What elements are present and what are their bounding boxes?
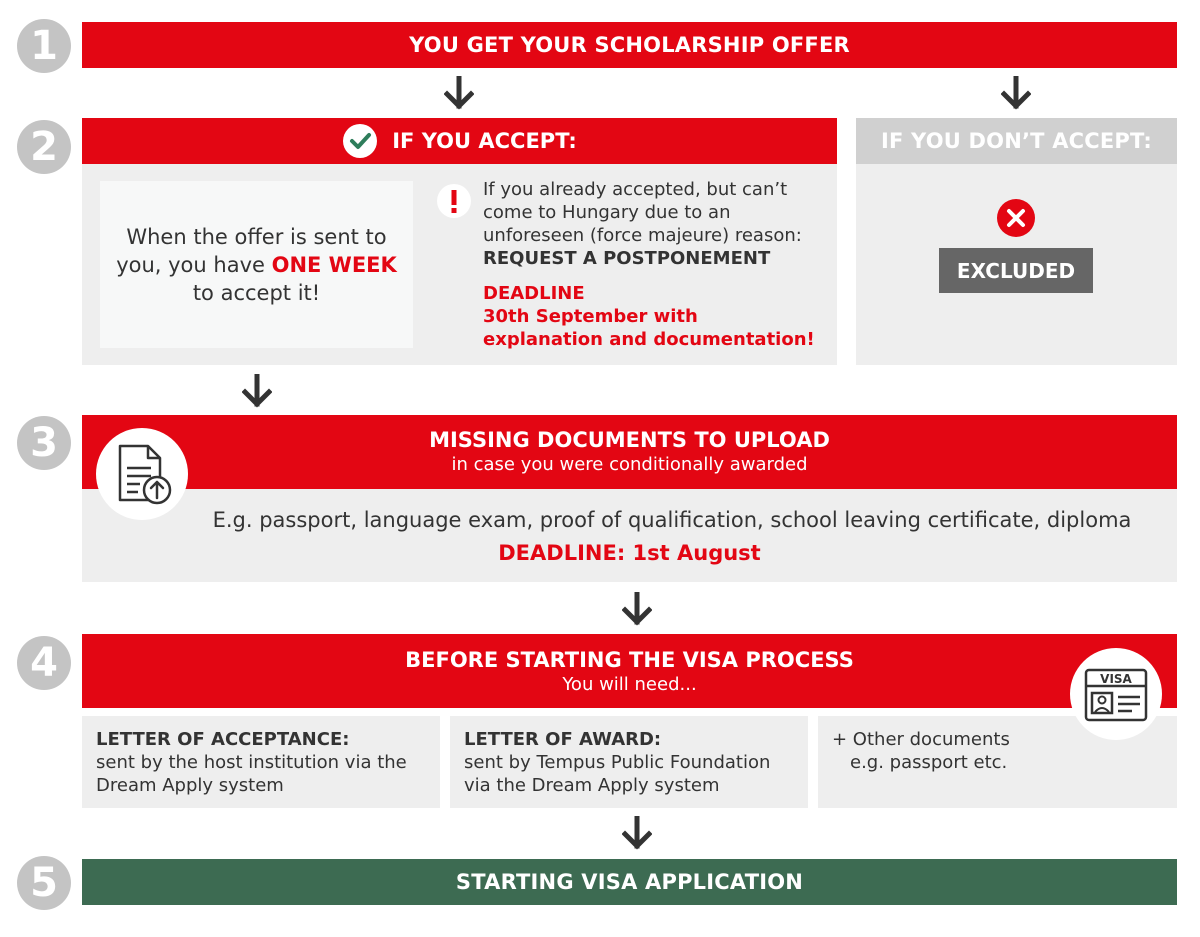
visa-card-icon <box>1070 648 1162 740</box>
step3-title: MISSING DOCUMENTS TO UPLOAD <box>429 428 830 452</box>
step4-header <box>82 634 1177 708</box>
letter-of-award-title: LETTER OF AWARD: <box>464 729 662 750</box>
step3-deadline: DEADLINE: 1st August <box>498 541 761 565</box>
arrow-down-icon <box>444 76 474 110</box>
letter-of-award-box <box>450 716 808 808</box>
step-number-3: 3 <box>17 416 71 470</box>
reject-title: IF YOU DON’T ACCEPT: <box>856 118 1177 164</box>
postponement-deadline-text: 30th September with explanation and documentation! <box>483 306 815 350</box>
one-week-text-end: to accept it! <box>192 280 321 305</box>
step-number-4: 4 <box>17 636 71 690</box>
letter-of-acceptance-text: sent by the host institution via the Dream Apply system <box>96 752 407 796</box>
excluded-badge: EXCLUDED <box>939 248 1093 293</box>
step4-title: BEFORE STARTING THE VISA PROCESS <box>405 648 854 672</box>
step3-subtitle: in case you were conditionally awarded <box>451 454 808 475</box>
arrow-down-icon <box>242 374 272 408</box>
letter-of-acceptance-title: LETTER OF ACCEPTANCE: <box>96 729 350 750</box>
postponement-block <box>483 178 823 351</box>
postponement-action: REQUEST A POSTPONEMENT <box>483 248 771 269</box>
letter-of-award-text: sent by Tempus Public Foundation via the Dream Apply system <box>464 752 771 796</box>
arrow-down-icon <box>1001 76 1031 110</box>
step-number-1: 1 <box>17 19 71 73</box>
step3-panel <box>82 489 1177 582</box>
x-circle-icon <box>996 198 1036 238</box>
accept-title: IF YOU ACCEPT: <box>392 129 577 153</box>
other-documents-line1: + Other documents <box>832 729 1010 750</box>
step-number-5: 5 <box>17 856 71 910</box>
step4-subtitle: You will need... <box>562 674 697 695</box>
other-documents-line2: e.g. passport etc. <box>850 752 1008 773</box>
arrow-down-icon <box>622 816 652 850</box>
step-number-2: 2 <box>17 120 71 174</box>
letter-of-acceptance-box <box>82 716 440 808</box>
step1-title: YOU GET YOUR SCHOLARSHIP OFFER <box>82 22 1177 68</box>
accept-header <box>82 118 837 164</box>
postponement-text: If you already accepted, but can’t come to Hungary due to an unforeseen (force majeure) reason: <box>483 179 802 246</box>
one-week-emphasis: ONE WEEK <box>271 252 397 277</box>
document-upload-icon <box>96 428 188 520</box>
one-week-box <box>100 181 413 348</box>
exclamation-icon <box>436 183 472 219</box>
visa-icon-label: VISA <box>1100 672 1132 686</box>
one-week-text: When the offer is sent to you, you have <box>116 224 387 277</box>
step3-header <box>82 415 1177 489</box>
postponement-deadline-label: DEADLINE <box>483 283 585 304</box>
step3-examples: E.g. passport, language exam, proof of qualification, school leaving certificate, diploma <box>212 508 1132 532</box>
arrow-down-icon <box>622 592 652 626</box>
check-icon <box>342 123 378 159</box>
step5-title: STARTING VISA APPLICATION <box>82 859 1177 905</box>
